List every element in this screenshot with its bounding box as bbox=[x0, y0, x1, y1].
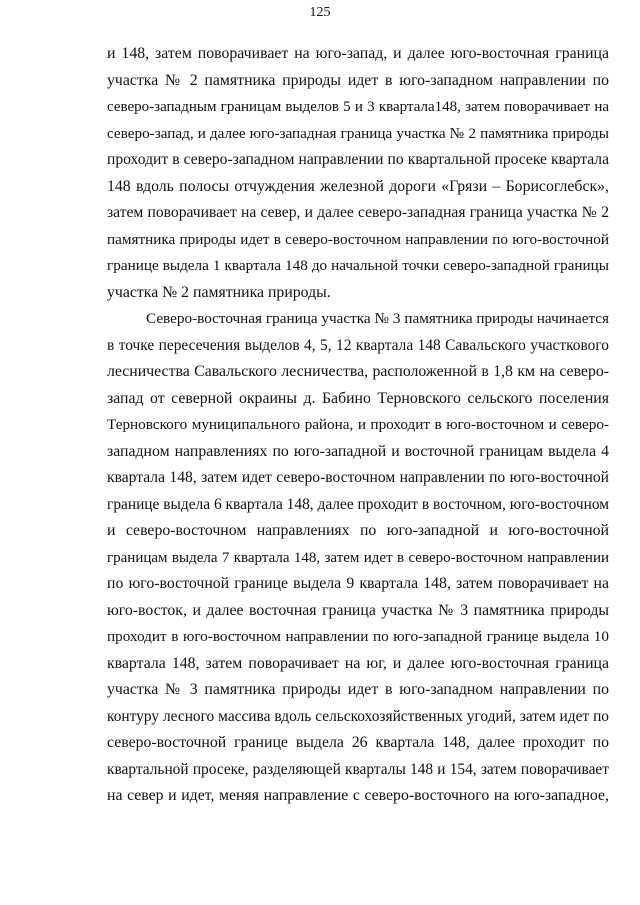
text-line: участка № 3 памятника природы идет в юго-западном направлении по bbox=[107, 681, 609, 698]
text-line: границе выдела 6 квартала 148, далее проходит в восточном, юго-восточном bbox=[107, 495, 609, 513]
text-line: памятника природы идет в северо-восточном направлении по юго-восточной bbox=[107, 230, 609, 248]
paragraph bbox=[107, 306, 609, 810]
text-line: в точке пересечения выделов 4, 5, 12 квартала 148 Савальского участкового bbox=[107, 336, 609, 354]
text-line: затем поворачивает на север, и далее северо-западная граница участка № 2 bbox=[107, 204, 609, 221]
text-line: участка № 2 памятника природы идет в юго-западном направлении по bbox=[107, 71, 609, 89]
text-line: Северо-восточная граница участка № 3 памятника природы начинается bbox=[146, 310, 609, 327]
text-line: квартальной просеке, разделяющей кварталы 148 и 154, затем поворачивает bbox=[107, 760, 609, 778]
text-line: участка № 2 памятника природы. bbox=[107, 283, 331, 301]
text-line: границам выдела 7 квартала 148, затем идет в северо-восточном направлении bbox=[107, 549, 609, 566]
text-line: контуру лесного массива вдоль сельскохозяйственных угодий, затем идет по bbox=[107, 707, 609, 725]
document-body bbox=[107, 41, 609, 810]
text-line: квартала 148, затем идет северо-восточном направлении по юго-восточной bbox=[107, 469, 609, 486]
text-line: проходит в юго-восточном направлении по юго-западной границе выдела 10 bbox=[107, 628, 609, 645]
text-line: северо-запад, и далее юго-западная граница участка № 2 памятника природы bbox=[107, 124, 609, 142]
text-line: западном направлениях по юго-западной и восточной границам выдела 4 bbox=[107, 442, 609, 460]
text-line: Терновского муниципального района, и проходит в юго-восточном и северо- bbox=[107, 416, 609, 433]
text-line: северо-западным границам выделов 5 и 3 квартала148, затем поворачивает на bbox=[107, 99, 609, 115]
text-line: и 148, затем поворачивает на юго-запад, и далее юго-восточная граница bbox=[107, 45, 609, 62]
text-line: запад от северной окраины д. Бабино Терновского сельского поселения bbox=[107, 389, 609, 407]
text-line: границе выдела 1 квартала 148 до начальной точки северо-западной границы bbox=[107, 257, 609, 274]
text-line: проходит в северо-западном направлении по квартальной просеке квартала bbox=[107, 151, 609, 168]
text-line: на север и идет, меняя направление с северо-восточного на юго-западное, bbox=[107, 787, 609, 804]
text-line: квартала 148, затем поворачивает на юг, и далее юго-восточная граница bbox=[107, 654, 609, 672]
text-line: лесничества Савальского лесничества, расположенной в 1,8 км на северо- bbox=[107, 363, 609, 380]
text-line: северо-восточной границе выдела 26 квартала 148, далее проходит по bbox=[107, 734, 609, 751]
page-number: 125 bbox=[309, 5, 331, 20]
paragraph bbox=[107, 41, 609, 306]
text-line: юго-восток, и далее восточная граница участка № 3 памятника природы bbox=[107, 601, 609, 619]
text-line: 148 вдоль полосы отчуждения железной дороги «Грязи – Борисоглебск», bbox=[107, 177, 609, 195]
text-line: по юго-восточной границе выдела 9 квартала 148, затем поворачивает на bbox=[107, 575, 609, 592]
text-line: и северо-восточном направлениях по юго-западной и юго-восточной bbox=[107, 522, 609, 539]
